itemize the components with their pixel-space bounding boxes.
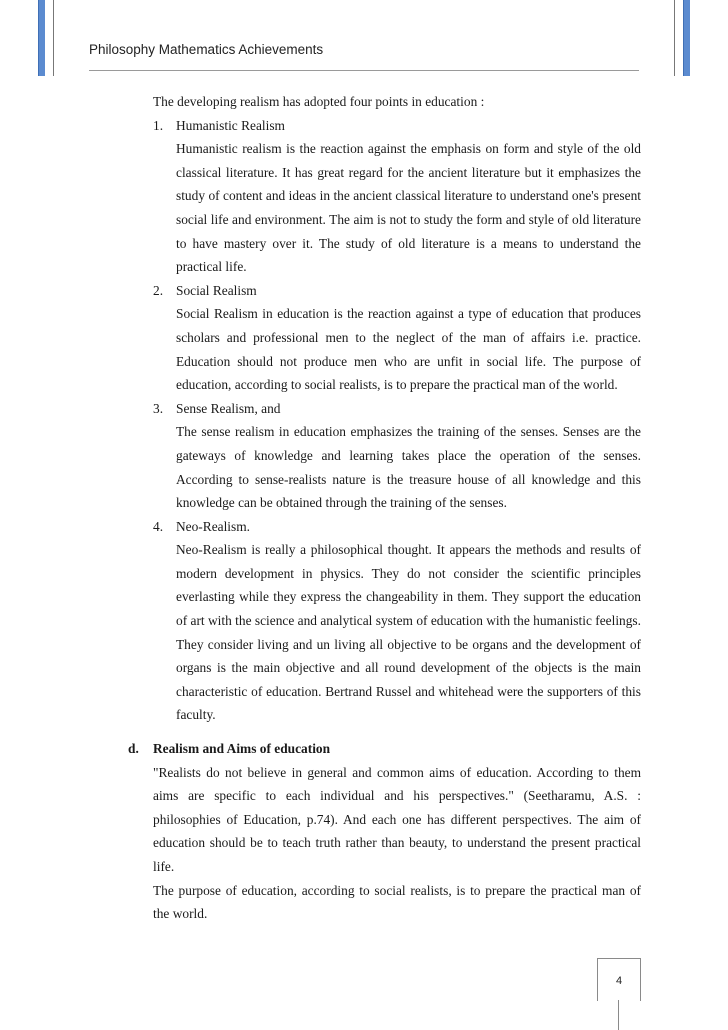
page-number-tail-line [618,1000,619,1030]
item-text: Humanistic realism is the reaction against the emphasis on form and style of the old classical literature. It has great regard for the ancient literature but it emphasizes the study of content and ideas in the ancient classical literature to understand one's present social life and environment. The aim is not to study the form and style of old literature to have mastery over it. The study of old literature is a means to understand the practical life. [176,141,641,275]
left-accent-bar [38,0,45,76]
header-title: Philosophy Mathematics Achievements [89,42,324,57]
list-item [153,114,641,279]
section-paragraph-1: "Realists do not believe in general and common aims of education. According to them aims are specific to each individual and his perspectives." (Seetharamu, A.S. : philosophies of Education, p.74). And each one has different perspectives. The aim of education should be to teach truth rather than beauty, to understand the present practical life. [153,764,641,874]
header-rule [89,70,639,71]
section-realism-aims [128,737,641,926]
item-text: The sense realism in education emphasizes the training of the senses. Senses are the gateways of knowledge and learning takes place the operation of the senses. According to sense-realists nature is the treasure house of all knowledge and this knowledge can be obtained through the training of the senses. [176,424,641,511]
main-content [153,90,641,727]
section-paragraph-2: The purpose of education, according to social realists, is to prepare the practical man of the world. [153,882,641,922]
item-number: 3. [153,400,164,416]
section-letter: d. [128,741,139,756]
left-margin-line [53,0,54,76]
section-heading-text: Realism and Aims of education [153,741,331,756]
item-number: 2. [153,282,164,298]
right-accent-bar [683,0,690,76]
list-item [153,515,641,727]
item-title: Humanistic Realism [176,117,285,133]
item-title: Sense Realism, and [176,400,281,416]
item-title: Social Realism [176,282,257,298]
intro-text: The developing realism has adopted four points in education : [153,94,485,109]
item-number: 1. [153,117,164,133]
item-number: 4. [153,518,164,534]
item-text: Social Realism in education is the reaction against a type of education that produces scholars and professional men to the neglect of the man of affairs i.e. practice. Education should not produce men who are unfit in social life. The purpose of education, according to social realists, is to prepare the practical man of the world. [176,306,641,393]
page-number: 4 [615,975,623,987]
list-item [153,397,641,515]
section-heading [128,737,641,761]
right-margin-line [674,0,675,76]
page-number-box [597,958,641,1001]
list-item [153,279,641,397]
item-title: Neo-Realism. [176,518,251,534]
item-text: Neo-Realism is really a philosophical thought. It appears the methods and results of modern development in physics. They do not consider the scientific principles everlasting while they express the changeability in them. They support the education of art with the science and analytical system of education with the humanistic feelings. They consider living and un living all objective to be organs and the development of organs is the main objective and all round development of the objects is the main characteristic of education. Bertrand Russel and whitehead were the supporters of this faculty. [176,542,641,723]
section-body [128,761,641,926]
